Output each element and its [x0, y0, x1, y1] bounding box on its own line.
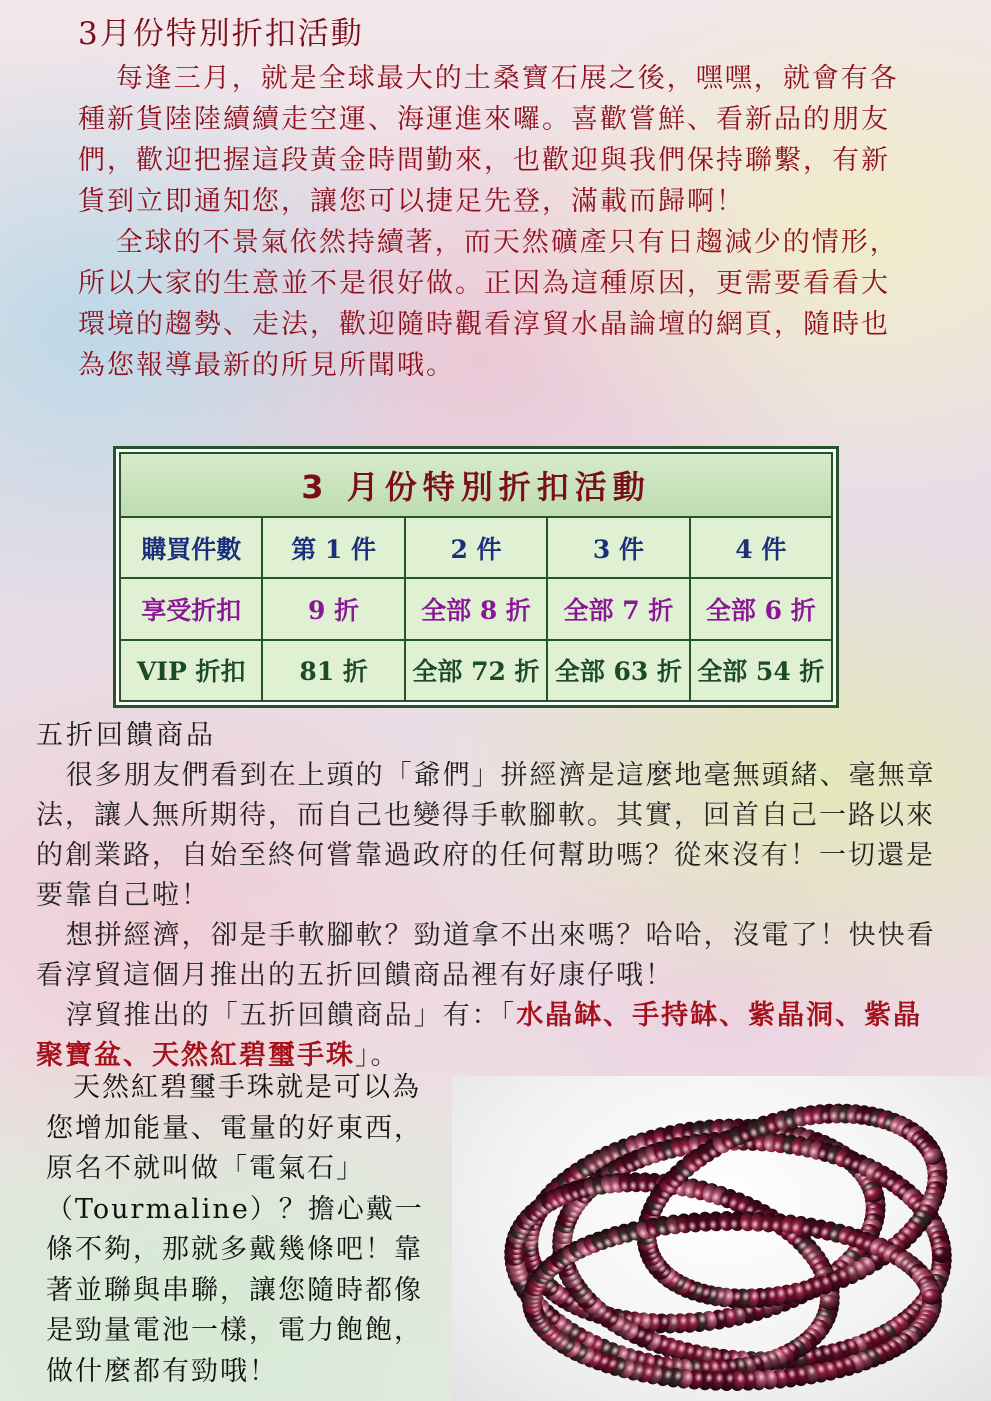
table-cell: 全部 8 折	[404, 579, 546, 638]
bead-bracelets-image	[452, 1076, 991, 1401]
intro-text	[78, 58, 918, 386]
bead	[932, 1247, 952, 1263]
table-cell: VIP 折扣	[121, 641, 261, 700]
table-cell: 3 件	[546, 518, 688, 577]
table-cell: 全部 72 折	[404, 641, 546, 700]
products-closing-text: 」。	[355, 1040, 400, 1071]
tourmaline-paragraph: 天然紅碧璽手珠就是可以為您增加能量、電量的好東西，原名不就叫做「電氣石」（Tourmaline）？擔心戴一條不夠，那就多戴幾條吧！靠著並聯與串聯，讓您隨時都像是勁量電池一樣，電力飽飽，做什麼都有勁哦！	[46, 1072, 424, 1387]
products-intro-text: 淳貿推出的「五折回饋商品」有：「	[65, 1000, 517, 1031]
table-cell: 全部 7 折	[546, 579, 688, 638]
table-cell: 全部 54 折	[689, 641, 831, 700]
table-cell: 9 折	[261, 579, 403, 638]
section-paragraph-2: 想拼經濟，卻是手軟腳軟？勁道拿不出來嗎？哈哈，沒電了！快快看看淳貿這個月推出的五折回饋商品裡有好康仔哦！	[36, 920, 936, 991]
discount-table	[113, 446, 839, 708]
table-cell: 享受折扣	[121, 579, 261, 638]
tourmaline-bracelet-photo	[452, 1076, 991, 1401]
tourmaline-description	[46, 1068, 444, 1392]
discount-table-title: 3 月份特別折扣活動	[121, 454, 831, 518]
product-list-highlight: 水晶缽、手持缽、紫晶洞、紫晶聚寶盆、天然紅碧璽手珠	[36, 1000, 923, 1071]
section-body	[36, 756, 942, 1076]
table-cell: 全部 6 折	[689, 579, 831, 638]
table-row-discount	[121, 577, 831, 638]
table-cell: 全部 63 折	[546, 641, 688, 700]
table-row-vip	[121, 639, 831, 700]
table-cell: 81 折	[261, 641, 403, 700]
table-row-quantity	[121, 518, 831, 577]
table-cell: 2 件	[404, 518, 546, 577]
intro-paragraph-2: 全球的不景氣依然持續著，而天然礦產只有日趨減少的情形，所以大家的生意並不是很好做。正因為這種原因，更需要看看大環境的趨勢、走法，歡迎隨時觀看淳貿水晶論壇的網頁，隨時也為您報導最新的所見所聞哦。	[78, 227, 899, 381]
section-paragraph-3	[36, 996, 942, 1076]
page-title: 3月份特別折扣活動	[78, 16, 364, 52]
table-cell: 4 件	[689, 518, 831, 577]
intro-paragraph-1: 每逢三月，就是全球最大的土桑寶石展之後，嘿嘿，就會有各種新貨陸陸續續走空運、海運進來囉。喜歡嘗鮮、看新品的朋友們，歡迎把握這段黃金時間勤來，也歡迎與我們保持聯繫，有新貨到立即通知您，讓您可以捷足先登，滿載而歸啊！	[78, 63, 899, 217]
table-cell: 購買件數	[121, 518, 261, 577]
section-paragraph-1: 很多朋友們看到在上頭的「爺們」拼經濟是這麼地毫無頭緒、毫無章法，讓人無所期待，而自己也變得手軟腳軟。其實，回首自己一路以來的創業路，自始至終何嘗靠過政府的任何幫助嗎？從來沒有！一切還是要靠自己啦！	[36, 760, 936, 911]
table-cell: 第 1 件	[261, 518, 403, 577]
section-title: 五折回饋商品	[36, 720, 216, 751]
